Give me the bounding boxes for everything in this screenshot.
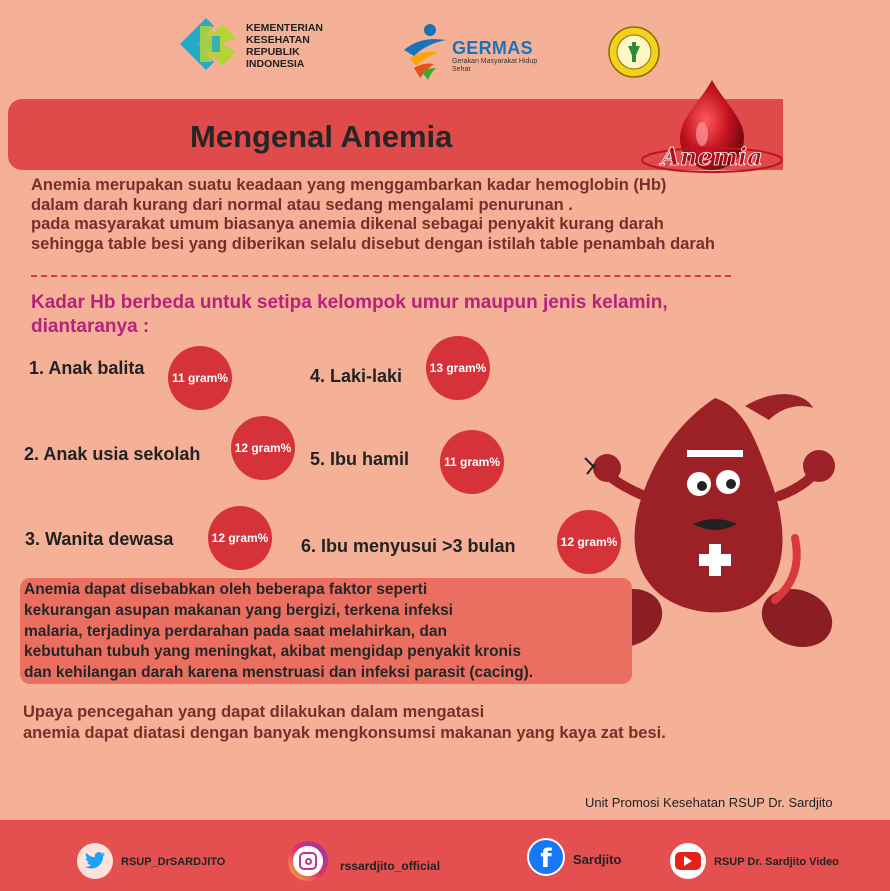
germas-subtitle: Gerakan Masyarakat Hidup Sehat: [452, 58, 538, 73]
twitter-icon[interactable]: [77, 843, 113, 879]
group-label: 1. Anak balita: [29, 358, 145, 378]
instagram-icon[interactable]: [288, 841, 328, 881]
youtube-icon[interactable]: [670, 843, 706, 879]
kemenkes-logo: [176, 14, 240, 76]
dashed-divider: [31, 275, 731, 277]
intro-line: pada masyarakat umum biasanya anemia dikenal sebagai penyakit kurang darah: [31, 215, 664, 233]
group-label: 3. Wanita dewasa: [25, 529, 174, 549]
unit-credit: Unit Promosi Kesehatan RSUP Dr. Sardjito: [585, 795, 833, 810]
hb-badge: 11 gram%: [168, 346, 232, 410]
germas-logo: [400, 22, 450, 80]
intro-line: Anemia merupakan suatu keadaan yang menggambarkan kadar hemoglobin (Hb): [31, 176, 667, 194]
hb-badge: 12 gram%: [231, 416, 295, 480]
anemia-drop-logo: [640, 78, 785, 178]
hb-subheading: Kadar Hb berbeda untuk setipa kelompok umur maupun jenis kelamin, diantaranya :: [31, 292, 668, 337]
intro-line: sehingga table besi yang diberikan selalu disebut dengan istilah table penambah darah: [31, 234, 716, 253]
prevention-text: Upaya pencegahan yang dapat dilakukan dalam mengatasi anemia dapat diatasi dengan banyak mengkonsumsi makanan yang kaya zat besi.: [23, 703, 666, 742]
hb-badge: 11 gram%: [440, 430, 504, 494]
germas-title: GERMAS: [452, 38, 533, 58]
causes-text: Anemia dapat disebabkan oleh beberapa faktor seperti kekurangan asupan makanan yang bergizi, terkena infeksi malaria, terjadinya perdarahan pada saat melahirkan, dan kebutuhan tubuh yang meningkat, akibat mengidap penyakit kronis dan kehilangan darah karena menstruasi dan infeksi parasit (cacing).: [24, 581, 534, 682]
twitter-handle[interactable]: RSUP_DrSARDJITO: [121, 856, 226, 868]
group-label: 5. Ibu hamil: [310, 449, 410, 469]
intro-line: dalam darah kurang dari normal atau sedang mengalami penurunan .: [31, 195, 573, 214]
page-title: Mengenal Anemia: [190, 119, 453, 154]
hb-badge: 12 gram%: [208, 506, 272, 570]
facebook-icon[interactable]: f: [527, 838, 565, 876]
facebook-handle[interactable]: Sardjito: [573, 852, 622, 867]
hospital-seal-icon: [608, 26, 660, 78]
group-label: 4. Laki-laki: [310, 366, 403, 386]
group-label: 6. Ibu menyusui >3 bulan: [301, 536, 516, 556]
group-label: 2. Anak usia sekolah: [24, 444, 201, 464]
youtube-channel[interactable]: RSUP Dr. Sardjito Video: [714, 856, 839, 868]
intro-paragraph: [31, 176, 851, 254]
hb-badge: 12 gram%: [557, 510, 621, 574]
logo-word: Anemia: [661, 142, 763, 171]
hb-badge: 13 gram%: [426, 336, 490, 400]
ministry-name: KEMENTERIAN KESEHATAN REPUBLIK INDONESIA: [246, 22, 324, 70]
instagram-handle[interactable]: rssardjito_official: [340, 859, 441, 873]
